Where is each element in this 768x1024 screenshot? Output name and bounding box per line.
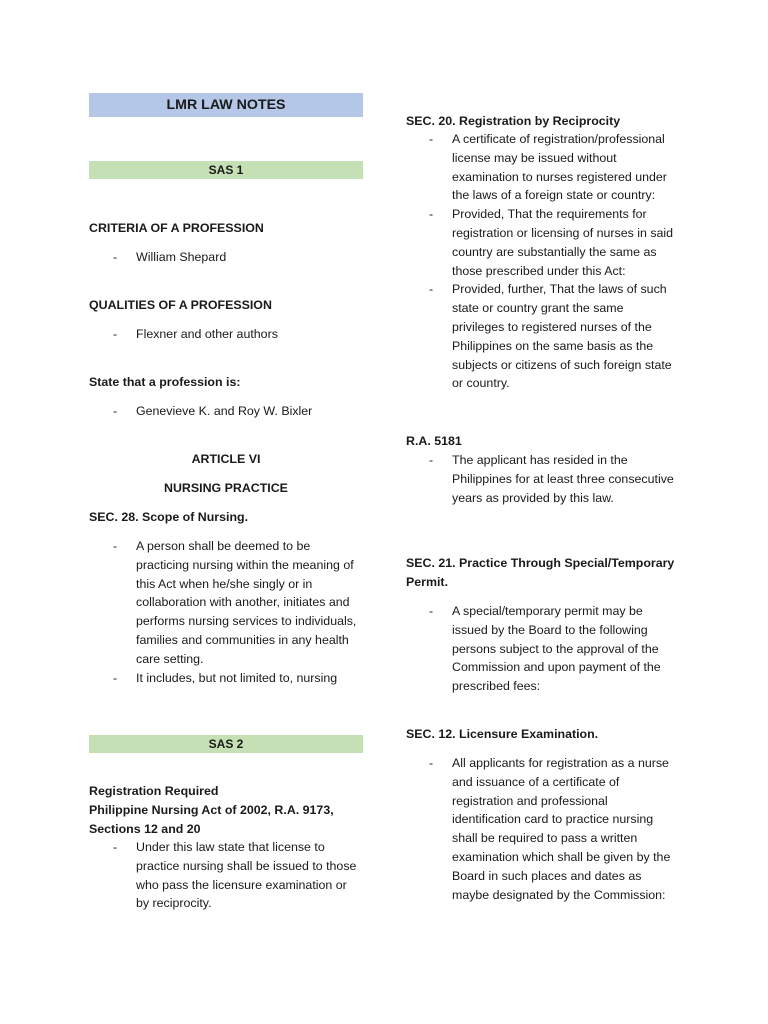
list-item: - Provided, further, That the laws of such state or country grant the same privileges to registered nurses of the Philippines on the same basis as the subjects or citizens of such foreign state or country. [429,280,679,393]
sec12-heading: SEC. 12. Licensure Examination. [406,727,599,741]
list-item: - A person shall be deemed to be practicing nursing within the meaning of this Act when he/she singly or in collaboration with another, initiates and performs nursing services to individuals, families and communities in any health care setting. [113,537,363,669]
list-item: - It includes, but not limited to, nursing [113,669,363,688]
registration-list [113,838,363,913]
sec28-heading: SEC. 28. Scope of Nursing. [89,510,249,524]
sec21-heading: SEC. 21. Practice Through Special/Temporary Permit. [406,556,675,589]
sec20-heading: SEC. 20. Registration by Reciprocity [406,114,621,128]
nursing-act-heading: Philippine Nursing Act of 2002, R.A. 9173, [89,803,334,817]
nursing-practice-heading: NURSING PRACTICE [164,481,288,495]
section-banner-sas2: SAS 2 [89,735,363,753]
state-list [113,402,363,421]
list-item: - The applicant has resided in the Philippines for at least three consecutive years as provided by this law. [429,451,679,507]
qualities-heading: QUALITIES OF A PROFESSION [89,298,272,312]
sec28-list [113,537,363,687]
criteria-list [113,248,363,267]
section-banner-sas1: SAS 1 [89,161,363,179]
sec20-list [429,130,679,393]
sec12-list [429,754,679,904]
sec21-list [429,602,679,696]
ra5181-heading: R.A. 5181 [406,434,462,448]
sections-heading: Sections 12 and 20 [89,822,201,836]
list-item: - A certificate of registration/professional license may be issued without examination to nurses registered under the laws of a foreign state or country: [429,130,679,205]
list-item: - A special/temporary permit may be issued by the Board to the following persons subject to the approval of the Commission and upon payment of the prescribed fees: [429,602,679,696]
list-item: - All applicants for registration as a nurse and issuance of a certificate of registration and professional identification card to practice nursing shall be required to pass a written examination which shall be given by the Board in such places and dates as maybe designated by the Commission: [429,754,679,904]
article-heading: ARTICLE VI [191,452,261,466]
list-item: - William Shepard [113,248,363,267]
criteria-heading: CRITERIA OF A PROFESSION [89,221,264,235]
list-item: - Provided, That the requirements for registration or licensing of nurses in said country are substantially the same as those prescribed under this Act: [429,205,679,280]
ra5181-list [429,451,679,507]
document-title: LMR LAW NOTES [89,93,363,117]
state-heading: State that a profession is: [89,375,241,389]
registration-required-heading: Registration Required [89,784,219,798]
list-item: - Flexner and other authors [113,325,363,344]
qualities-list [113,325,363,344]
list-item: - Genevieve K. and Roy W. Bixler [113,402,363,421]
list-item: - Under this law state that license to practice nursing shall be issued to those who pass the licensure examination or by reciprocity. [113,838,363,913]
